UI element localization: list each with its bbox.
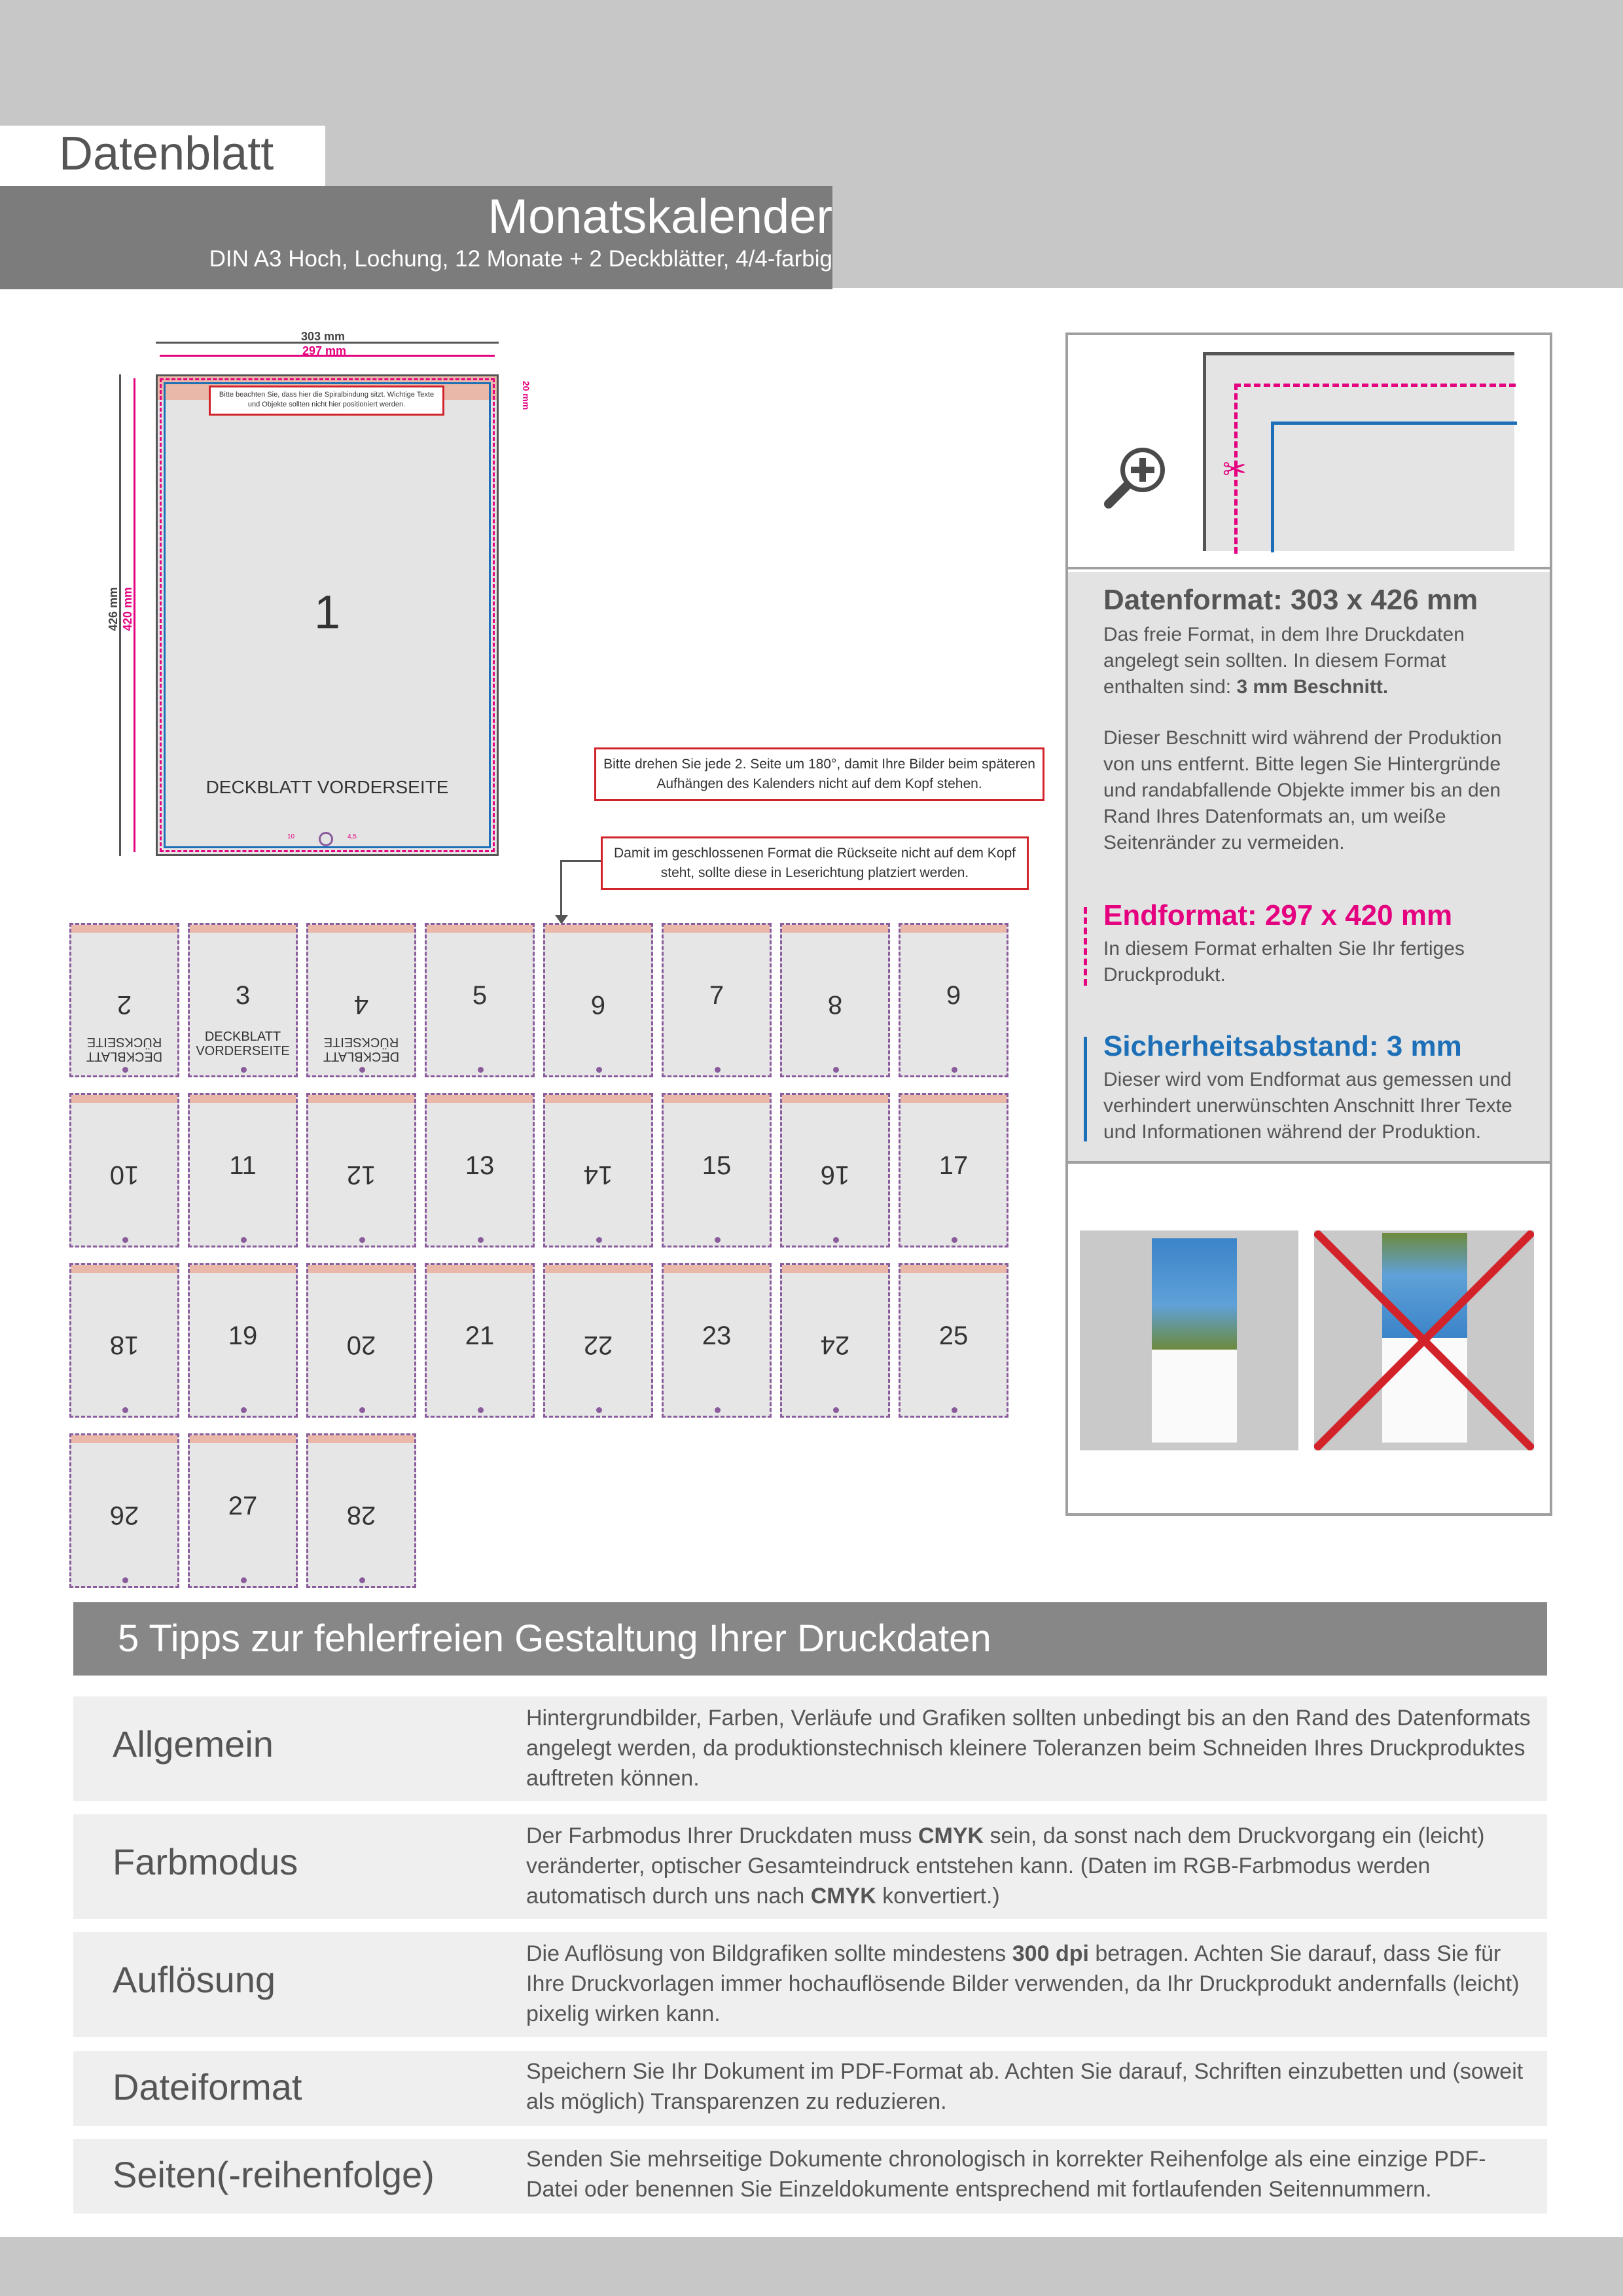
punch-hole <box>241 1407 247 1413</box>
thumbnail-content <box>664 1095 770 1246</box>
page-thumbnail <box>899 1263 1008 1418</box>
thumbnail-content <box>308 1435 414 1586</box>
thumbnail-content <box>190 925 296 1075</box>
thumbnail-content <box>782 1265 888 1416</box>
spiral-note-text: Bitte beachten Sie, dass hier die Spiralbindung sitzt. Wichtige Texte und Objekte sollten nicht hier positioniert werden. <box>219 391 435 408</box>
reading-note-arrow <box>562 860 601 862</box>
punch-hole <box>122 1407 128 1413</box>
cover-page <box>156 374 499 856</box>
datenformat-text-1: Das freie Format, in dem Ihre Druckdaten angelegt sein sollten. In diesem Format enthalten sind: <box>1103 624 1465 698</box>
spiral-note <box>209 386 444 416</box>
page-thumbnail <box>662 923 772 1077</box>
thumbnail-page-number: 27 <box>228 1492 258 1520</box>
thumbnail-content <box>427 1095 533 1246</box>
punch-hole <box>952 1237 957 1243</box>
tip-text-part: sein, da sonst nach dem Druckvorgang ein (leicht) veränderter, optischer Gesamteindruck entstehen kann. (Daten im RGB-Farbmodus werden automatisch durch uns nach <box>526 1823 1485 1909</box>
tip-row-dateiformat <box>73 2051 1547 2126</box>
thumbnail-page-number: 17 <box>938 1151 969 1180</box>
reading-note <box>601 836 1029 890</box>
punch-hole <box>715 1067 721 1073</box>
tip-text-part: Die Auflösung von Bildgrafiken sollte mindestens <box>526 1941 1012 1966</box>
thumbnail-content <box>901 925 1007 1075</box>
thumbnail-content <box>190 1435 296 1586</box>
thumbnail-page-number: 26 <box>109 1501 139 1530</box>
thumbnail-page-number: 13 <box>465 1151 495 1180</box>
punch-hole <box>478 1407 484 1413</box>
format-info <box>1068 572 1550 1164</box>
endformat-heading: Endformat: 297 x 420 mm <box>1103 899 1453 931</box>
thumbnail-content <box>545 925 651 1075</box>
zoom-in-icon <box>1101 440 1173 512</box>
calendar-grid <box>1152 1350 1237 1443</box>
thumbnail-page-number: 6 <box>590 990 606 1019</box>
thumbnail-content <box>782 1095 888 1246</box>
thumbnail-label: DECKBLATT RÜCKSEITE <box>86 1035 163 1064</box>
endformat-text: In diesem Format erhalten Sie Ihr fertiges Druckprodukt. <box>1103 938 1465 986</box>
thumbnail-label: DECKBLATT RÜCKSEITE <box>323 1035 400 1064</box>
page-thumbnail <box>780 1263 890 1418</box>
thumbnail-page-number: 18 <box>109 1331 139 1359</box>
tip-text <box>526 1939 1534 2029</box>
page-thumbnail <box>69 1263 179 1418</box>
page-thumbnail <box>188 923 298 1077</box>
punch-hole <box>833 1067 839 1073</box>
scissors-icon: ✂ <box>1222 454 1247 486</box>
thumbnail-content <box>664 1265 770 1416</box>
punch-hole-left: 10 <box>287 833 295 840</box>
page-thumbnail <box>543 1093 653 1247</box>
thumbnail-content <box>71 1095 177 1246</box>
page-subtitle: DIN A3 Hoch, Lochung, 12 Monate + 2 Deckblätter, 4/4-farbig <box>209 246 832 272</box>
thumbnail-page-number: 21 <box>465 1321 495 1350</box>
thumbnail-content <box>308 1095 414 1246</box>
thumbnail-page-number: 12 <box>346 1160 376 1189</box>
punch-hole <box>122 1237 128 1243</box>
thumbnail-page-number: 22 <box>583 1331 613 1359</box>
page-thumbnail <box>780 1093 890 1247</box>
thumbnail-content <box>901 1095 1007 1246</box>
calendar-image <box>1152 1238 1237 1350</box>
page-thumbnail <box>899 923 1008 1077</box>
tip-label: Seiten(-reihenfolge) <box>113 2154 435 2195</box>
cover-page-number: 1 <box>313 586 341 639</box>
thumbnail-page-number: 14 <box>583 1160 613 1189</box>
thumbnail-page-number: 9 <box>946 981 961 1010</box>
width-outer-label: 303 mm <box>301 330 346 343</box>
page-thumbnail <box>780 923 890 1077</box>
thumbnail-content <box>308 925 414 1075</box>
tip-text-part: betragen. Achten Sie darauf, dass Sie für Ihre Druckvorlagen immer hochauflösende Bilder verwenden, da Ihr Druckprodukt andernfalls (leicht) pixelig wirken kann. <box>526 1941 1520 2026</box>
sicherheit-heading: Sicherheitsabstand: 3 mm <box>1103 1030 1462 1062</box>
punch-hole <box>241 1577 247 1583</box>
thumbnail-page-number: 24 <box>820 1331 850 1359</box>
punch-hole <box>715 1407 721 1413</box>
datenformat-heading: Datenformat: 303 x 426 mm <box>1103 584 1478 616</box>
tip-label: Dateiformat <box>113 2066 302 2108</box>
tip-text-bold: CMYK <box>918 1823 984 1848</box>
tip-text-part: konvertiert.) <box>876 1884 1000 1909</box>
page-thumbnail <box>543 1263 653 1418</box>
thumbnail-page-number: 16 <box>820 1160 850 1189</box>
thumbnail-content <box>664 925 770 1075</box>
thumbnail-page-number: 28 <box>346 1501 376 1530</box>
tip-row-aufloesung <box>73 1932 1547 2037</box>
height-inner-label: 420 mm <box>121 586 135 632</box>
thumbnail-content <box>308 1265 414 1416</box>
punch-hole <box>952 1067 957 1073</box>
page-thumbnail <box>662 1093 772 1247</box>
punch-hole <box>241 1067 247 1073</box>
page-thumbnail <box>543 923 653 1077</box>
punch-hole <box>319 832 333 846</box>
thumbnail-page-number: 23 <box>702 1321 732 1350</box>
thumbnail-content <box>545 1265 651 1416</box>
punch-hole <box>359 1237 365 1243</box>
punch-hole <box>478 1067 484 1073</box>
thumbnail-content <box>427 925 533 1075</box>
punch-hole <box>596 1237 602 1243</box>
thumbnail-content <box>901 1265 1007 1416</box>
thumbnail-page-number: 11 <box>229 1151 257 1180</box>
zoom-safe <box>1271 422 1517 552</box>
thumbnail-content <box>782 925 888 1075</box>
correct-calendar-photo <box>1080 1230 1298 1450</box>
top-margin-label: 20 mm <box>521 380 532 410</box>
page-thumbnail <box>188 1263 298 1418</box>
thumbnail-page-number: 19 <box>228 1321 258 1350</box>
footer-band <box>0 2237 1623 2296</box>
tip-row-seitenreihenfolge <box>73 2139 1547 2214</box>
page-thumbnail <box>425 1093 535 1247</box>
punch-hole <box>596 1067 602 1073</box>
thumbnail-content <box>545 1095 651 1246</box>
thumbnail-page-number: 4 <box>353 990 369 1019</box>
wrong-cross-icon <box>1314 1230 1534 1450</box>
datenblatt-label: Datenblatt <box>59 128 274 180</box>
sicherheit-text: Dieser wird vom Endformat aus gemessen und verhindert unerwünschten Anschnitt Ihrer Texte und Informationen während der Produktion. <box>1103 1069 1512 1143</box>
thumbnail-page-number: 15 <box>702 1151 732 1180</box>
thumbnail-content <box>190 1265 296 1416</box>
page-thumbnail <box>425 1263 535 1418</box>
punch-hole <box>715 1237 721 1243</box>
rotate-note <box>594 747 1044 801</box>
punch-hole <box>122 1577 128 1583</box>
cover-page-label: DECKBLATT VORDERSEITE <box>205 777 449 797</box>
thumbnail-page-number: 5 <box>472 981 488 1010</box>
thumbnail-content <box>427 1265 533 1416</box>
punch-hole <box>359 1407 365 1413</box>
tip-text: Senden Sie mehrseitige Dokumente chronologisch in korrekter Reihenfolge als eine einzige PDF-Datei oder benennen Sie Einzeldokumente entsprechend mit fortlaufenden Seitennummern. <box>526 2147 1486 2202</box>
punch-hole <box>122 1067 128 1073</box>
height-outer-label: 426 mm <box>107 586 120 632</box>
punch-hole <box>952 1407 957 1413</box>
page-thumbnail <box>306 1093 416 1247</box>
tip-row-allgemein <box>73 1696 1547 1801</box>
page-title: Monatskalender <box>488 189 832 243</box>
punch-hole <box>478 1237 484 1243</box>
tip-text: Speichern Sie Ihr Dokument im PDF-Format ab. Achten Sie darauf, Schriften einzubetten und (soweit als möglich) Transparenzen zu reduzieren. <box>526 2059 1524 2114</box>
reading-note-arrow-stem <box>560 860 562 918</box>
page-thumbnail <box>69 1093 179 1247</box>
page-thumbnail <box>899 1093 1008 1247</box>
zoom-illustration <box>1068 335 1550 569</box>
tip-text-part: Der Farbmodus Ihrer Druckdaten muss <box>526 1823 918 1848</box>
wrong-calendar-photo <box>1314 1230 1534 1450</box>
page-thumbnail <box>306 1433 416 1588</box>
thumbnail-content <box>71 1265 177 1416</box>
punch-hole <box>359 1067 365 1073</box>
page-thumbnail <box>306 923 416 1077</box>
page-thumbnail <box>425 923 535 1077</box>
thumbnail-page-number: 7 <box>709 981 724 1010</box>
tip-text-bold: 300 dpi <box>1012 1941 1089 1966</box>
punch-hole <box>833 1237 839 1243</box>
tip-text-bold: CMYK <box>810 1884 876 1909</box>
tip-text <box>526 1821 1534 1911</box>
punch-hole <box>241 1237 247 1243</box>
thumbnail-label: DECKBLATT VORDERSEITE <box>196 1030 290 1058</box>
punch-hole <box>596 1407 602 1413</box>
cover-diagram <box>105 327 550 870</box>
thumbnail-content <box>71 925 177 1075</box>
punch-hole-right: 4,5 <box>348 833 357 840</box>
datenformat-text-bold: 3 mm Beschnitt. <box>1236 676 1389 698</box>
thumbnail-page-number: 8 <box>827 990 843 1019</box>
thumbnail-page-number: 3 <box>235 981 251 1010</box>
thumbnail-content <box>71 1435 177 1586</box>
thumbnail-page-number: 20 <box>346 1331 376 1359</box>
tips-title: 5 Tipps zur fehlerfreien Gestaltung Ihrer Druckdaten <box>118 1617 991 1660</box>
thumbnail-page-number: 2 <box>116 990 132 1019</box>
tip-label: Auflösung <box>113 1959 276 2000</box>
page-thumbnail <box>188 1093 298 1247</box>
page-thumbnail <box>69 1433 179 1588</box>
tip-row-farbmodus <box>73 1814 1547 1919</box>
sicherheit-marker <box>1084 1037 1087 1141</box>
width-inner-label: 297 mm <box>302 344 347 357</box>
tip-text: Hintergrundbilder, Farben, Verläufe und Grafiken sollten unbedingt bis an den Rand des Datenformats angelegt werden, da produktionstechnisch kleinere Toleranzen beim Schneiden Ihres Druckproduktes auftreten können. <box>526 1706 1531 1791</box>
rotate-note-text: Bitte drehen Sie jede 2. Seite um 180°, damit Ihre Bilder beim späteren Aufhängen des Kalenders nicht auf dem Kopf stehen. <box>603 757 1035 791</box>
reading-note-text: Damit im geschlossenen Format die Rückseite nicht auf dem Kopf steht, sollte diese in Leserichtung platziert werden. <box>614 846 1016 880</box>
datenformat-text <box>1103 622 1522 700</box>
page-thumbnail <box>306 1263 416 1418</box>
thumbnail-page-number: 10 <box>109 1160 139 1189</box>
punch-hole <box>359 1577 365 1583</box>
tip-label: Farbmodus <box>113 1841 298 1882</box>
punch-hole <box>833 1407 839 1413</box>
datenformat-text-2: Dieser Beschnitt wird während der Produktion von uns entfernt. Bitte legen Sie Hintergründe und randabfallende Objekte immer bis an den Rand Ihres Datenformats an, um weiße Seitenränder zu vermeiden. <box>1103 727 1502 853</box>
page-thumbnail <box>662 1263 772 1418</box>
thumbnail-page-number: 25 <box>938 1321 969 1350</box>
page-thumbnail <box>188 1433 298 1588</box>
tip-label: Allgemein <box>113 1723 274 1765</box>
page-thumbnail <box>69 923 179 1077</box>
thumbnail-content <box>190 1095 296 1246</box>
endformat-marker <box>1084 907 1087 986</box>
